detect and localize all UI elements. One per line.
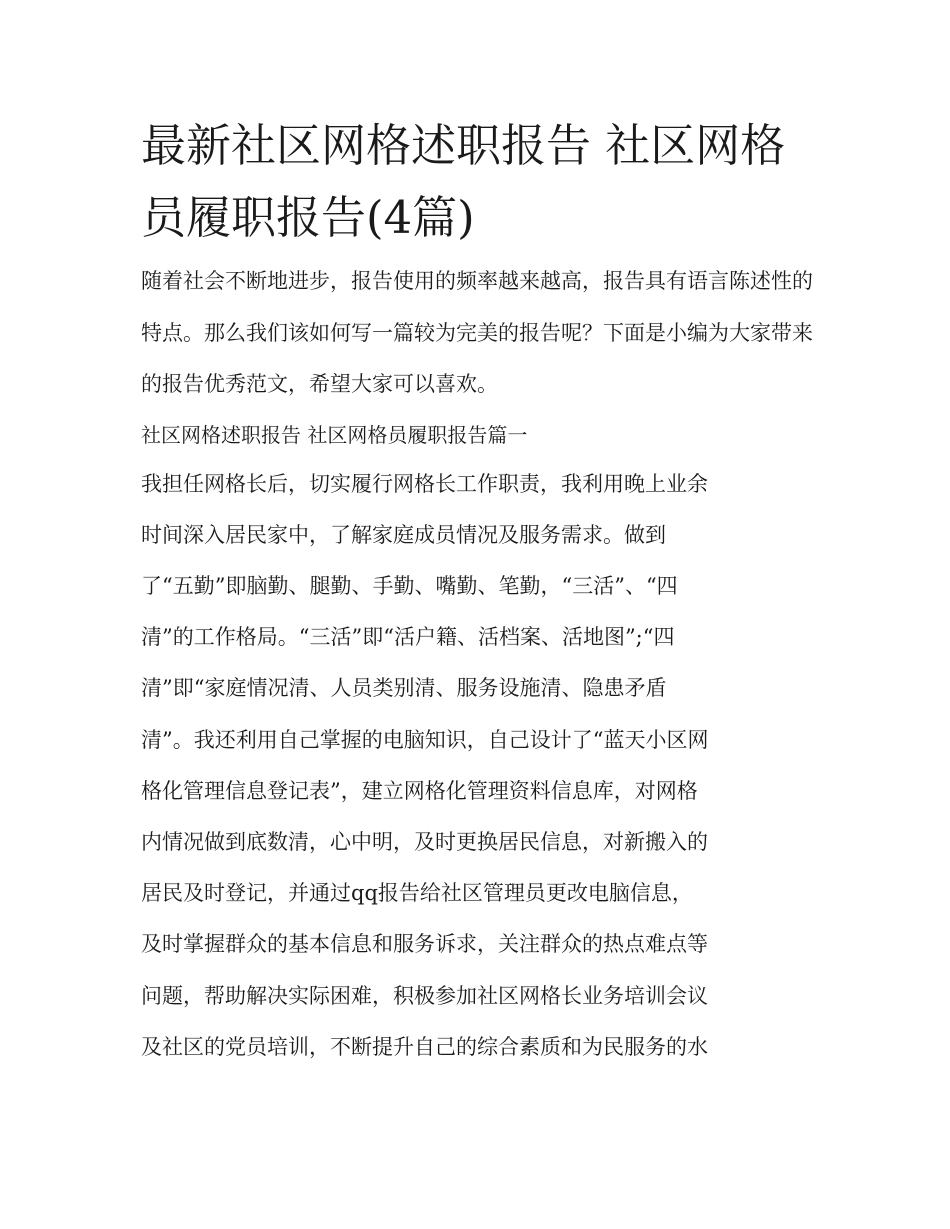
body-line: 及时掌握群众的基本信息和服务诉求，关注群众的热点难点等: [141, 932, 708, 957]
body-line: 格化管理信息登记表”，建立网格化管理资料信息库，对网格: [141, 778, 698, 803]
body-line: 清”的工作格局。“三活”即“活户籍、活档案、活地图”;“四: [141, 625, 675, 650]
body-line: 居民及时登记，并通过qq报告给社区管理员更改电脑信息，: [141, 881, 693, 906]
body-line: 了“五勤”即脑勤、腿勤、手勤、嘴勤、笔勤，“三活”、“四: [141, 573, 678, 598]
body-line: 及社区的党员培训，不断提升自己的综合素质和为民服务的水: [141, 1034, 708, 1059]
body-paragraph: [141, 459, 813, 1073]
body-line: 时间深入居民家中，了解家庭成员情况及服务需求。做到: [141, 522, 666, 547]
document-content: [141, 110, 813, 1073]
section-heading: 社区网格述职报告 社区网格员履职报告篇一: [141, 422, 528, 447]
body-line: 清”。我还利用自己掌握的电脑知识，自己设计了“蓝天小区网: [141, 727, 709, 752]
body-line: 我担任网格长后，切实履行网格长工作职责，我利用晚上业余: [141, 471, 708, 496]
body-line: 清”即“家庭情况清、人员类别清、服务设施清、隐患矛盾: [141, 676, 667, 701]
body-line: 内情况做到底数清，心中明，及时更换居民信息，对新搬入的: [141, 829, 708, 854]
document-title: 最新社区网格述职报告 社区网格员履职报告(4篇): [141, 119, 786, 244]
body-line: 问题，帮助解决实际困难，积极参加社区网格长业务培训会议: [141, 983, 708, 1008]
intro-paragraph: 随着社会不断地进步，报告使用的频率越来越高，报告具有语言陈述性的特点。那么我们该如何写一篇较为完美的报告呢？下面是小编为大家带来的报告优秀范文，希望大家可以喜欢。: [141, 269, 813, 396]
